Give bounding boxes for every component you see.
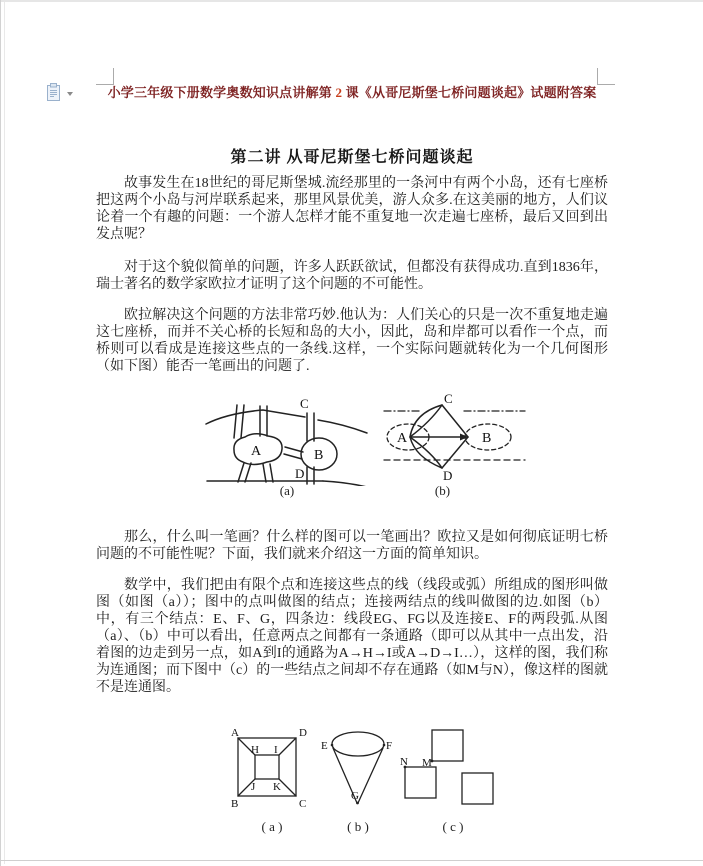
node-label-B: B [231,798,239,810]
margin-mark-top-left [96,68,114,85]
cone-graph-drawing [320,726,396,816]
section-heading: 第二讲 从哥尼斯堡七桥问题谈起 [230,149,474,166]
square-left [405,767,436,798]
paragraph-euler-proof: 对于这个貌似简单的问题，许多人跃跃欲试，但都没有获得成功.直到1836年，瑞士著名的数学家欧拉才证明了这个问题的不可能性。 [96,260,608,292]
node-label-I: I [274,744,278,756]
river-bank-top [206,410,305,424]
node-label-M: M [422,757,432,769]
node-label-D: D [299,727,307,739]
river-bank-top-right [318,420,367,433]
figure-koenigsberg-map [203,394,371,486]
bridge-3 [307,413,314,441]
title-text-post: 课《从哥尼斯堡七桥问题谈起》试题附答案 [342,85,597,100]
square-right [462,773,493,804]
inner-square [255,755,279,779]
disconnected-graph-drawing [400,726,506,816]
document-title [96,85,608,101]
cone-top-ellipse [332,732,384,756]
node-label-B: B [314,448,324,463]
node-label-D: D [443,468,453,483]
node-label-J: J [251,781,256,793]
node-label-N: N [400,756,408,768]
page-edge-left [0,0,1,866]
edge-A-D-outer [410,437,442,468]
page-edge-top [0,0,703,2]
bridge-4 [284,447,303,459]
chevron-down-icon[interactable] [67,92,73,96]
figure-disconnected-graph [400,726,506,816]
figure-caption-a: (a) [279,483,295,498]
figure-caption-b: (b) [434,483,451,498]
bridge-6 [263,464,273,482]
node-dot-F [383,744,386,747]
title-lesson-number: 2 [335,85,343,100]
paragraph-story: 故事发生在18世纪的哥尼斯堡城.流经那里的一条河中有两个小岛，还有七座桥把这两个小岛与河岸联系起来，那里风景优美，游人众多.在这美丽的地方，人们议论着一个有趣的问题：一个游人怎样才能不重复地一次走遍七座桥，最后又回到出发点呢？ [96,176,608,242]
page-edge-bottom [0,860,703,861]
node-label-A: A [397,431,408,446]
node-label-D: D [295,466,305,481]
diagonal-edges [238,738,296,796]
edge-C-A-inner [410,405,442,437]
paragraph-question: 那么，什么叫一笔画？什么样的图可以一笔画出？欧拉又是如何彻底证明七桥问题的不可能性呢？下面，我们就来介绍这一方面的简单知识。 [96,530,608,562]
page-edge-left-inner [4,2,5,864]
node-label-F: F [386,740,393,752]
node-label-K: K [273,781,281,793]
figure-caption-a2: ( a ) [261,819,283,834]
figure-caption-b2: ( b ) [347,819,369,834]
koenigsberg-map-drawing [203,394,371,486]
node-label-E: E [321,740,328,752]
edge-A-D-inner [410,437,442,468]
node-label-G: G [351,790,359,802]
node-label-C: C [300,396,309,411]
node-label-H: H [251,744,259,756]
bridge-5 [238,463,251,482]
margin-mark-top-right [597,68,615,85]
clipboard-paste-icon[interactable] [46,83,62,102]
figure-cone-graph [320,726,396,816]
node-label-C: C [444,394,453,406]
node-label-A: A [231,727,239,739]
node-label-C: C [299,798,307,810]
figure-bridge-graph [382,394,527,486]
paragraph-euler-method: 欧拉解决这个问题的方法非常巧妙.他认为：人们关心的只是一次不重复地走遍这七座桥，而并不关心桥的长短和岛的大小，因此，岛和岸都可以看作一个点，而桥则可以看成是连接这些点的一条线.这样，一个实际问题就转化为一个几何图形（如下图）能否一笔画出的问题了. [96,308,608,374]
paste-options-widget[interactable] [46,83,78,103]
node-dot-E [331,744,334,747]
node-dot-G [356,802,359,805]
bridge-1 [234,405,244,438]
bridge-graph-drawing [382,394,527,486]
figure-caption-c2: ( c ) [442,819,464,834]
figure-cube-graph [231,726,313,816]
paragraph-graph-definition: 数学中，我们把由有限个点和连接这些点的线（线段或弧）所组成的图形叫做图（如图（a））；图中的点叫做图的结点；连接两结点的线叫做图的边.如图（b）中，有三个结点：E、F、G，四条边：线段EG、FG以及连接E、F的两段弧.从图（a）、（b）中可以看出，任意两点之间都有一条通路（即可以从其中一点出发，沿着图的边走到另一点，如A到I的通路为A→H→I或A→D→I…），这样的图，我们称为连通图；而下图中（c）的一些结点之间却不存在通路（如M与N），像这样的图就不是连通图。 [96,578,608,695]
node-label-A: A [251,444,262,459]
square-top [432,730,463,761]
cube-graph-drawing [231,726,313,816]
title-text-pre: 小学三年级下册数学奥数知识点讲解第 [107,85,336,100]
node-label-B: B [482,431,492,446]
edge-C-A-outer [410,405,442,437]
